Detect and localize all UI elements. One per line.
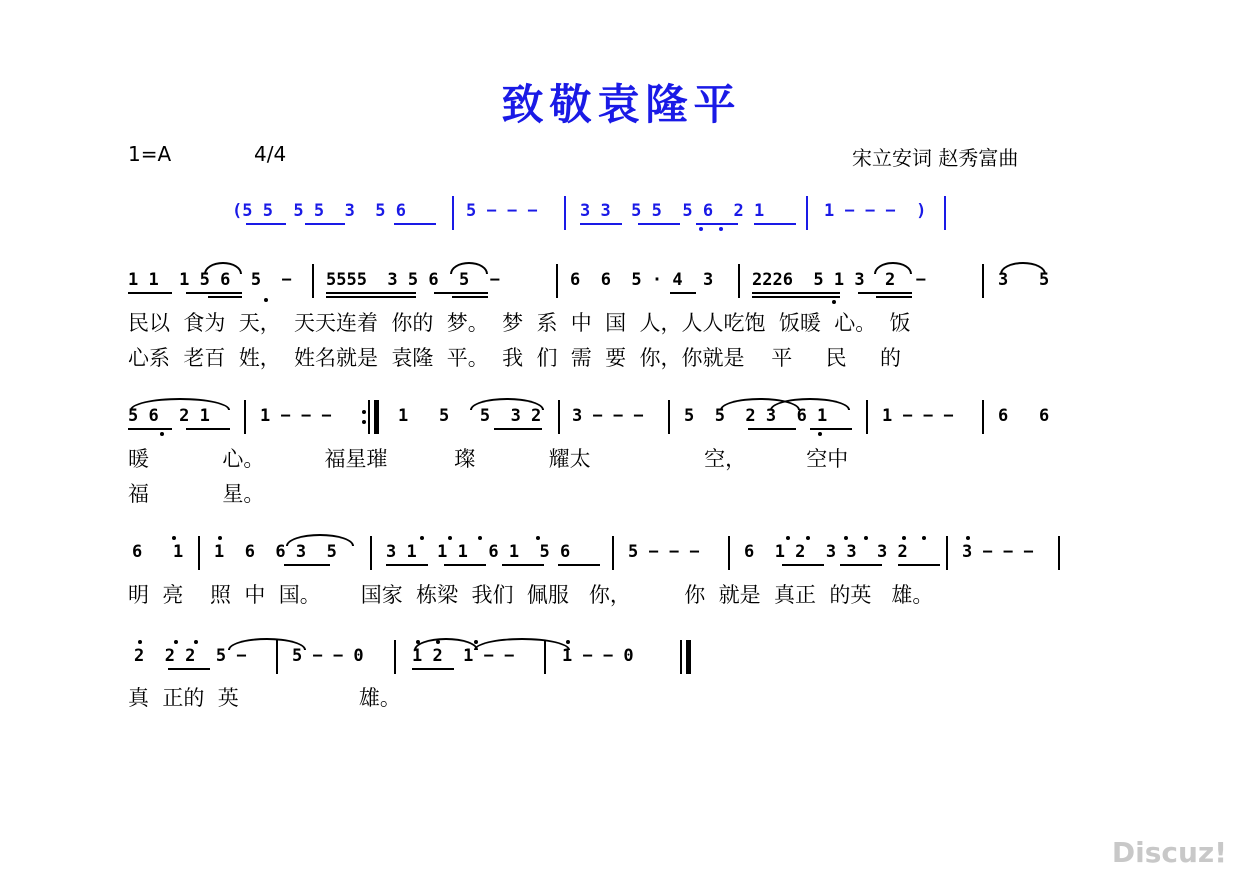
final-barline-thick bbox=[686, 640, 691, 674]
measure: 6 1 bbox=[132, 542, 184, 562]
repeat-dot bbox=[362, 420, 366, 424]
underline bbox=[186, 428, 230, 430]
intro-measure-4: 1 − − − ) bbox=[824, 201, 927, 221]
high-dot bbox=[194, 640, 198, 644]
barline bbox=[806, 196, 808, 230]
underline bbox=[412, 668, 454, 670]
key-signature: 1=A bbox=[128, 142, 172, 166]
measure: 1 5 5 3 2 bbox=[398, 406, 542, 426]
underline bbox=[580, 223, 622, 225]
underline bbox=[752, 296, 840, 298]
underline bbox=[752, 292, 840, 294]
high-dot bbox=[420, 536, 424, 540]
slur bbox=[286, 534, 354, 546]
measure: 5 5 2 3 6 1 bbox=[684, 406, 828, 426]
underline bbox=[494, 428, 542, 430]
low-dot bbox=[719, 227, 723, 231]
measure: 6 6 bbox=[998, 406, 1050, 426]
high-dot bbox=[448, 536, 452, 540]
barline bbox=[198, 536, 200, 570]
underline bbox=[128, 292, 172, 294]
underline bbox=[326, 292, 416, 294]
underline bbox=[386, 564, 428, 566]
low-dot bbox=[699, 227, 703, 231]
underline bbox=[186, 292, 242, 294]
credits: 宋立安词 赵秀富曲 bbox=[852, 146, 1019, 170]
tie bbox=[1000, 262, 1046, 274]
intro-measure-1: (5 5 5 5 3 5 6 bbox=[232, 201, 406, 221]
measure: 2 2 2 5 − bbox=[134, 646, 247, 666]
underline bbox=[782, 564, 824, 566]
lyric-verse-2: 福 星。 bbox=[128, 482, 265, 506]
high-dot bbox=[218, 536, 222, 540]
low-dot bbox=[264, 298, 268, 302]
barline bbox=[368, 400, 370, 434]
measure: 3 − − − bbox=[572, 406, 644, 426]
underline bbox=[748, 428, 796, 430]
measure: 6 6 5 · 4 3 bbox=[570, 270, 714, 290]
barline bbox=[612, 536, 614, 570]
repeat-barline bbox=[374, 400, 379, 434]
barline bbox=[312, 264, 314, 298]
barline bbox=[452, 196, 454, 230]
barline bbox=[556, 264, 558, 298]
high-dot bbox=[536, 536, 540, 540]
time-signature: 4/4 bbox=[254, 142, 287, 166]
watermark-logo: Discuz! bbox=[1111, 836, 1227, 869]
underline bbox=[670, 292, 696, 294]
high-dot bbox=[864, 536, 868, 540]
high-dot bbox=[174, 640, 178, 644]
barline bbox=[1058, 536, 1060, 570]
high-dot bbox=[138, 640, 142, 644]
measure: 3 5 bbox=[998, 270, 1050, 290]
measure: 3 − − − bbox=[962, 542, 1034, 562]
lyric: 明 亮 照 中 国。 国家 栋梁 我们 佩服 你， 你 就是 真正 的英 雄。 bbox=[128, 583, 934, 607]
measure: 1 − − 0 bbox=[562, 646, 634, 666]
measure: 1 2 1 − − bbox=[412, 646, 515, 666]
slur bbox=[874, 262, 912, 274]
barline bbox=[244, 400, 246, 434]
final-barline-thin bbox=[680, 640, 682, 674]
underline bbox=[305, 223, 345, 225]
high-dot bbox=[966, 536, 970, 540]
repeat-dot bbox=[362, 410, 366, 414]
barline bbox=[276, 640, 278, 674]
underline bbox=[434, 292, 488, 294]
measure: 1 6 6 3 5 bbox=[214, 542, 337, 562]
barline bbox=[982, 264, 984, 298]
song-title: 致敬袁隆平 bbox=[501, 80, 742, 129]
measure: 5555 3 5 6 5 − bbox=[326, 270, 500, 290]
high-dot bbox=[474, 640, 478, 644]
underline bbox=[444, 564, 486, 566]
underline bbox=[898, 564, 940, 566]
intro-measure-3: 3 3 5 5 5 6 2 1 bbox=[580, 201, 765, 221]
barline bbox=[728, 536, 730, 570]
lyric: 真 正的 英 雄。 bbox=[128, 686, 401, 710]
barline bbox=[668, 400, 670, 434]
underline bbox=[128, 428, 172, 430]
tie bbox=[474, 638, 570, 650]
underline bbox=[208, 296, 242, 298]
measure: 2226 5 1 3 2 − bbox=[752, 270, 926, 290]
barline bbox=[394, 640, 396, 674]
high-dot bbox=[806, 536, 810, 540]
barline bbox=[866, 400, 868, 434]
underline bbox=[858, 292, 912, 294]
underline bbox=[326, 296, 416, 298]
barline bbox=[982, 400, 984, 434]
underline bbox=[696, 223, 738, 225]
slur bbox=[450, 262, 488, 274]
barline bbox=[370, 536, 372, 570]
measure: 5 − − − bbox=[628, 542, 700, 562]
low-dot bbox=[832, 300, 836, 304]
barline bbox=[544, 640, 546, 674]
underline bbox=[502, 564, 544, 566]
measure: 1 − − − bbox=[260, 406, 332, 426]
barline bbox=[564, 196, 566, 230]
underline bbox=[284, 564, 330, 566]
slur bbox=[470, 398, 544, 410]
underline bbox=[452, 296, 488, 298]
intro-measure-2: 5 − − − bbox=[466, 201, 538, 221]
measure: 1 1 1 5 6 5 − bbox=[128, 270, 292, 290]
underline bbox=[754, 223, 796, 225]
high-dot bbox=[566, 640, 570, 644]
slur bbox=[204, 262, 242, 274]
barline bbox=[946, 536, 948, 570]
underline bbox=[394, 223, 436, 225]
lyric-verse-2: 心系 老百 姓， 姓名就是 袁隆 平。 我 们 需 要 你，你就是 平 民 的 bbox=[128, 346, 901, 370]
barline bbox=[558, 400, 560, 434]
high-dot bbox=[172, 536, 176, 540]
barline bbox=[738, 264, 740, 298]
lyric-verse-1: 暖 心。 福星璀 璨 耀太 空， 空中 bbox=[128, 447, 849, 471]
underline bbox=[810, 428, 852, 430]
high-dot bbox=[478, 536, 482, 540]
underline bbox=[168, 668, 210, 670]
slur bbox=[130, 398, 230, 410]
underline bbox=[840, 564, 882, 566]
low-dot bbox=[818, 432, 822, 436]
high-dot bbox=[786, 536, 790, 540]
high-dot bbox=[844, 536, 848, 540]
high-dot bbox=[902, 536, 906, 540]
measure: 6 1 2 3 3 3 2 bbox=[744, 542, 908, 562]
measure: 5 6 2 1 bbox=[128, 406, 210, 426]
underline bbox=[876, 296, 912, 298]
slur bbox=[414, 638, 478, 650]
measure: 1 − − − bbox=[882, 406, 954, 426]
high-dot bbox=[922, 536, 926, 540]
measure: 3 1 1 1 6 1 5 6 bbox=[386, 542, 571, 562]
underline bbox=[558, 564, 600, 566]
barline bbox=[944, 196, 946, 230]
measure: 5 − − 0 bbox=[292, 646, 364, 666]
underline bbox=[246, 223, 286, 225]
low-dot bbox=[160, 432, 164, 436]
lyric-verse-1: 民以 食为 天， 天天连着 你的 梦。 梦 系 中 国 人，人人吃饱 饭暖 心。 饭 bbox=[128, 311, 911, 335]
underline bbox=[638, 223, 680, 225]
